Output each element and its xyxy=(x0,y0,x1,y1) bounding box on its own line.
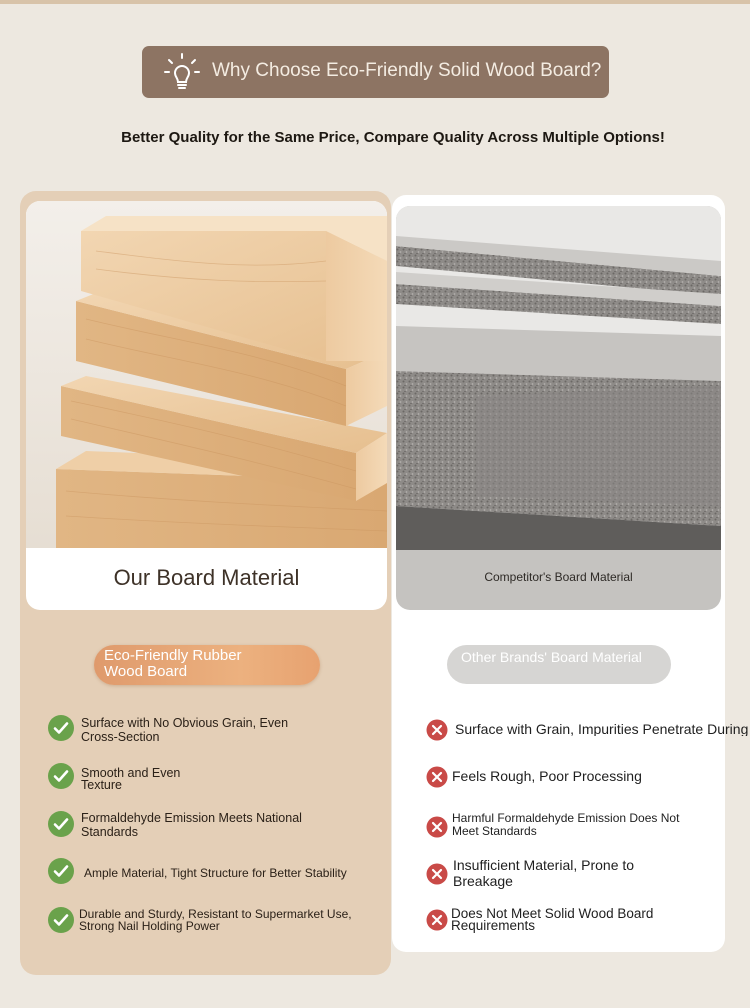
x-circle-icon xyxy=(426,766,448,788)
drawback-text: Surface with Grain, Impurities Penetrate During xyxy=(455,722,749,736)
check-circle-icon xyxy=(47,714,75,742)
feature-text: Formaldehyde Emission Meets National Standards xyxy=(81,811,302,839)
our-material-card xyxy=(26,201,387,610)
feature-text: Smooth and Even Texture xyxy=(81,766,181,792)
banner-title: Why Choose Eco-Friendly Solid Wood Board? xyxy=(212,60,602,81)
drawback-text: Does Not Meet Solid Wood Board Requirements xyxy=(451,906,654,933)
feature-text: Ample Material, Tight Structure for Better Stability xyxy=(84,866,347,880)
feature-text: Durable and Sturdy, Resistant to Supermarket Use, Strong Nail Holding Power xyxy=(79,907,352,933)
check-circle-icon xyxy=(47,810,75,838)
x-circle-icon xyxy=(426,816,448,838)
x-circle-icon xyxy=(426,909,448,931)
drawback-text: Harmful Formaldehyde Emission Does Not Meet Standards xyxy=(452,811,680,838)
our-material-caption: Our Board Material xyxy=(113,565,300,590)
drawback-text: Insufficient Material, Prone to Breakage xyxy=(453,857,635,889)
check-circle-icon xyxy=(47,906,75,934)
x-circle-icon xyxy=(426,863,448,885)
particle-board-image xyxy=(396,206,721,550)
drawback-text: Feels Rough, Poor Processing xyxy=(452,768,642,784)
header-banner xyxy=(142,46,609,98)
page-subtitle: Better Quality for the Same Price, Compare Quality Across Multiple Options! xyxy=(121,129,665,146)
top-accent-line xyxy=(0,0,750,4)
check-circle-icon xyxy=(47,762,75,790)
competitor-material-badge-label: Other Brands' Board Material xyxy=(461,649,642,665)
our-material-badge xyxy=(94,645,320,685)
competitor-material-badge xyxy=(447,645,671,684)
our-material-badge-label: Eco-Friendly Rubber Wood Board xyxy=(104,647,242,680)
check-circle-icon xyxy=(47,857,75,885)
feature-text: Surface with No Obvious Grain, Even Cross-Section xyxy=(81,716,289,744)
wood-board-image xyxy=(26,201,387,548)
competitor-material-caption: Competitor's Board Material xyxy=(484,570,633,584)
lightbulb-icon xyxy=(162,52,202,92)
x-circle-icon xyxy=(426,719,448,741)
competitor-material-card xyxy=(396,206,721,610)
